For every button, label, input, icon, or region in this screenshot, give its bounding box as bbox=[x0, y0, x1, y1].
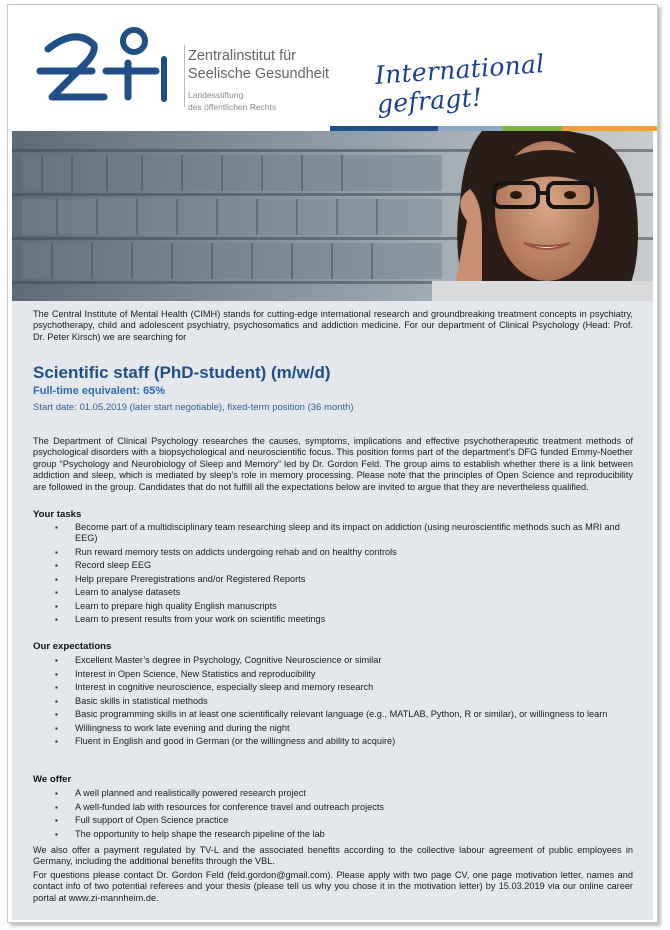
list-item: ▪ Help prepare Preregistrations and/or Registered Reports bbox=[55, 573, 306, 584]
list-item: ▪ Learn to analyse datasets bbox=[55, 587, 181, 598]
list-item: ▪ The opportunity to help shape the research pipeline of the lab bbox=[55, 828, 325, 839]
list-item: ▪ Fluent in English and good in German (or the willingness and ability to acquire) bbox=[55, 736, 396, 746]
list-item: ▪ A well-funded lab with resources for conference travel and outreach projects bbox=[55, 801, 384, 812]
list-item: ▪ Record sleep EEG bbox=[55, 560, 152, 571]
bullet-icon: ▪ bbox=[55, 802, 58, 812]
bullet-icon: ▪ bbox=[55, 601, 58, 611]
header bbox=[8, 5, 657, 129]
tasks-list bbox=[33, 522, 633, 628]
bullet-icon: ▪ bbox=[55, 816, 58, 825]
list-item: ▪ Excellent Master’s degree in Psychology, Cognitive Neuroscience or similar bbox=[55, 655, 382, 665]
offer-heading: We offer bbox=[33, 774, 72, 785]
zi-logo bbox=[36, 19, 176, 111]
intro-paragraph: The Central Institute of Mental Health (CIMH) stands for cutting-edge international research and groundbreaking treatment concepts in psychiatry, psychotherapy, child and adolescent psychiatry, psychosomatics and addiction medicine. For our department of Clinical Psychology (Head: Prof. Dr. Peter Kirsch) we are searching for bbox=[33, 309, 633, 342]
institute-name-line-1: Zentralinstitut für bbox=[188, 48, 296, 64]
institute-sub-line-1: Landesstiftung bbox=[188, 90, 244, 100]
list-item: ▪ Full support of Open Science practice bbox=[55, 815, 229, 825]
institute-sub-line-2: des öffentlichen Rechts bbox=[188, 102, 277, 112]
tasks-heading: Your tasks bbox=[33, 509, 82, 520]
bullet-icon: ▪ bbox=[55, 696, 58, 706]
bullet-icon: ▪ bbox=[55, 574, 58, 584]
slogan: International gefragt! bbox=[374, 49, 546, 119]
expectations-heading: Our expectations bbox=[33, 641, 112, 652]
list-item: ▪ Run reward memory tests on addicts undergoing rehab and on healthy controls bbox=[55, 546, 397, 557]
institute-name-block bbox=[188, 47, 329, 113]
institute-name-line-2: Seelische Gesundheit bbox=[188, 66, 330, 82]
payment-paragraph: We also offer a payment regulated by TV-L and the associated benefits according to the collective labour agreement of public employees in Germany, including the additional benefits through the VBL. bbox=[33, 845, 633, 867]
library-woman-photo bbox=[12, 131, 653, 301]
list-item: ▪ Willingness to work late evening and during the night bbox=[55, 722, 290, 733]
offer-list bbox=[33, 788, 633, 842]
bullet-icon: ▪ bbox=[55, 723, 58, 733]
list-item: ▪ A well planned and realistically powered research project bbox=[55, 788, 306, 798]
bullet-icon: ▪ bbox=[55, 789, 58, 798]
expectations-list bbox=[33, 655, 633, 750]
bullet-icon: ▪ bbox=[55, 669, 58, 679]
bullet-icon: ▪ bbox=[55, 547, 58, 557]
start-date-line: Start date: 01.05.2019 (later start negotiable), fixed-term position (36 month) bbox=[33, 402, 354, 413]
bullet-icon: ▪ bbox=[55, 523, 58, 532]
header-photo bbox=[12, 131, 653, 301]
list-item: ▪ Learn to prepare high quality English manuscripts bbox=[55, 600, 277, 611]
list-item: ▪ Interest in cognitive neuroscience, especially sleep and memory research bbox=[55, 682, 374, 692]
job-title: Scientific staff (PhD-student) (m/w/d) bbox=[33, 363, 331, 382]
divider bbox=[184, 45, 185, 107]
list-item: ▪ Basic skills in statistical methods bbox=[55, 695, 208, 706]
bullet-icon: ▪ bbox=[55, 588, 58, 598]
bullet-icon: ▪ bbox=[55, 615, 58, 625]
list-item: ▪ Basic programming skills in at least one scientifically relevant language (e.g., MATLAB, Python, R or similar), or willingness to learn bbox=[55, 709, 608, 719]
bullet-icon: ▪ bbox=[55, 561, 58, 571]
fte-line: Full-time equivalent: 65% bbox=[33, 385, 166, 397]
bullet-icon: ▪ bbox=[55, 683, 58, 692]
list-item: ▪ Interest in Open Science, New Statistics and reproducibility bbox=[55, 668, 316, 679]
contact-paragraph: For questions please contact Dr. Gordon Feld (feld.gordon@gmail.com). Please apply with two page CV, one page motivation letter, names and contact info of two potential referees and your thesis (please tell us why you chose it in the motivation letter) by 15.03.2019 via our online career portal at www.zi-mannheim.de. bbox=[33, 870, 633, 903]
bullet-icon: ▪ bbox=[55, 710, 58, 719]
description-paragraph: The Department of Clinical Psychology researches the causes, symptoms, implications and effective psychotherapeutic treatment methods of psychological disorders with a biopsychological and neuroscientific focus. This position forms part of the department’s DFG funded Emmy-Noether group “Psychology and Neurobiology of Sleep and Memory” led by Dr. Gordon Feld. The group aims to establish whether there is a link between addiction and sleep, which is mediated by sleep’s role in memory processing. Please note that the principles of Open Science and reproducibility are followed in the group. Candidates that do not fulfill all the expectations below are invited to argue that they are nevertheless qualified. bbox=[33, 436, 633, 492]
bullet-icon: ▪ bbox=[55, 656, 58, 665]
list-item: ▪ Learn to present results from your work on scientific meetings bbox=[55, 614, 326, 625]
list-item: ▪ Become part of a multidisciplinary team researching sleep and its impact on addiction (using neuroscientific methods such as MRI and EEG) bbox=[55, 522, 620, 544]
bullet-icon: ▪ bbox=[55, 737, 58, 746]
bullet-icon: ▪ bbox=[55, 829, 58, 839]
